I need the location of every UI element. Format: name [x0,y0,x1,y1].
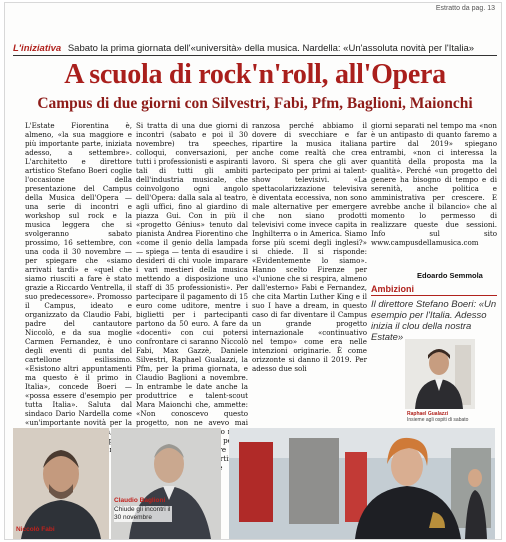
article-column-4: giorni separati nel tempo ma «non è un antipasto di quanto faremo a partire dal 2019» spiegano entrambi, «non ci interessa la quantità della proposta ma la qualità». Perché «un progetto del genere ha bisogno di tempo e di serenità, anche politica e amministrativa per crescere. E avrebbe anche il bilancio» che al momento lo permesso di realizzare queste due sessioni. Info sul sito www.campusdellamusica.com [371,121,497,247]
header-rule [13,55,497,56]
baglioni-caption-name: Claudio Baglioni [114,497,166,504]
newspaper-page [4,2,502,540]
gualazzi-photo [405,339,475,409]
baglioni-caption-desc: Chiude gli incontri il 30 novembre [114,506,171,521]
article-column-1: L'Estate Fiorentina è, almeno, «la sua maggiore e più importante parte, iniziata adesso, a settembre». L'architetto e direttore artistico Stefano Boeri coglie l'occasione della presentazione del Campus della Musica dell'Opera — una serie di incontri e workshop sul rock e la musica leggera che si svolgeranno sabato prossimo, 16 settembre, con una coda il 30 novembre — per spiegare che «siamo arrivati tardi» e «quel che siamo riusciti a fare è stato grazie a Riccardo Ventrella, il suo predecessore». Promosso il Campus, ideato e organizzato da Claudio Fabi, padre del cantautore Niccolò, e da sua moglie Carmen Fernandez, è uno degli eventi di punta del cartellone esilissimo. «Esistono altri appuntamenti ma questo è il primo in Italia», concede Boeri — «possa essere d'esempio per tutta Italia». Saluta dal sindaco Dario Nardella come «un'importante novità per la [25,121,132,427]
kicker-text: Sabato la prima giornata dell'«università» della musica. Nardella: «Un'assoluta novità per l'Italia» [67,43,475,54]
sidebar-photo-caption-desc: Insieme agli ospiti di sabato [407,417,469,423]
author-signature: Edoardo Semmola [417,271,483,280]
fabi-photo [13,428,109,539]
maionchi-photo [229,428,495,539]
sidebar-photo-caption-name: Raphael Gualazzi [407,411,449,417]
sidebar-box [371,284,497,343]
article-column-2: Si tratta di una due giorni di incontri (sabato e poi il 30 novembre) tra speeches, colloqui, conversazioni, per tutti i professionisti e aspiranti tali di tutti gli ambiti dell'industria musicale, che coinvolgono ogni angolo dell'Opera: dalla sala al teatro, agli uffici, fino al giardino di piazza Gui. Con in più il «progetto Génius» tenuto dal pianista Andrea Fiorentino che «come il genio della lampada — spiega — tenta di esaudire i desideri di chi vuole imparare i vari mestieri della musica mettendo a disposizione uno staff di 35 professionisti». Per partecipare il pagamento di 15 euro come uditore, mentre i biglietti per i partecipanti partono da 50 euro. A fare da «docenti» con cui potersi confrontare ci saranno Niccolò Fabi, Max Gazzè, Daniele Silvestri, Raphael Gualazzi, la Pfm, per la prima giornata, e Claudio Baglioni a novembre. In entrambe le date anche la produttrice e talent-scout Mara Maionchi che, ammette: «Non conoscevo questo progetto, non ne avevo mai [136,121,248,427]
sidebar-quote: Il direttore Stefano Boeri: «Un esempio per l'Italia. Adesso inizia il clou della nostra Estate» [371,299,497,343]
sidebar-title: Ambizioni [371,284,497,296]
fabi-caption-name: Niccolò Fabi [16,526,55,533]
kicker-line [13,43,497,54]
article-headline: A scuola di rock'n'roll, all'Opera [64,59,446,90]
baglioni-photo [111,428,221,539]
article-subheadline: Campus di due giorni con Silvestri, Fabi, Pfm, Baglioni, Maionchi [37,95,473,112]
clipping-label: Estratto da pag. 13 [435,5,495,12]
kicker-tag: L'iniziativa [13,43,62,54]
article-column-3: ranzosa perché abbiamo il dovere di svecchiare e far ripartire la musica italiana anche come realtà che crea lavoro. Si spera che gli aver partecipato per primi ai talent-show televisivi. «La spettacolarizzazione televisiva è diventata eccessiva, non sono male alternative per emergere che non siano prodotti televisivi come invece capita in Inghilterra o in America. Siamo forse più scemi degli inglesi?» si chiede. Il si risponde: «Evidentemente lo siamo». Hanno scelto Firenze per «l'unione che si respira, almeno dall'esterno» Fabi e Fernandez, che cita Martin Luther King e il suo I have a dream, in questo caso di far diventare il Campus un grande progetto internazionale «continuativo nel tempo» come era nelle intenzioni originarie. È come orizzonte si danno il 2019. Per adesso due soli [252,121,367,373]
